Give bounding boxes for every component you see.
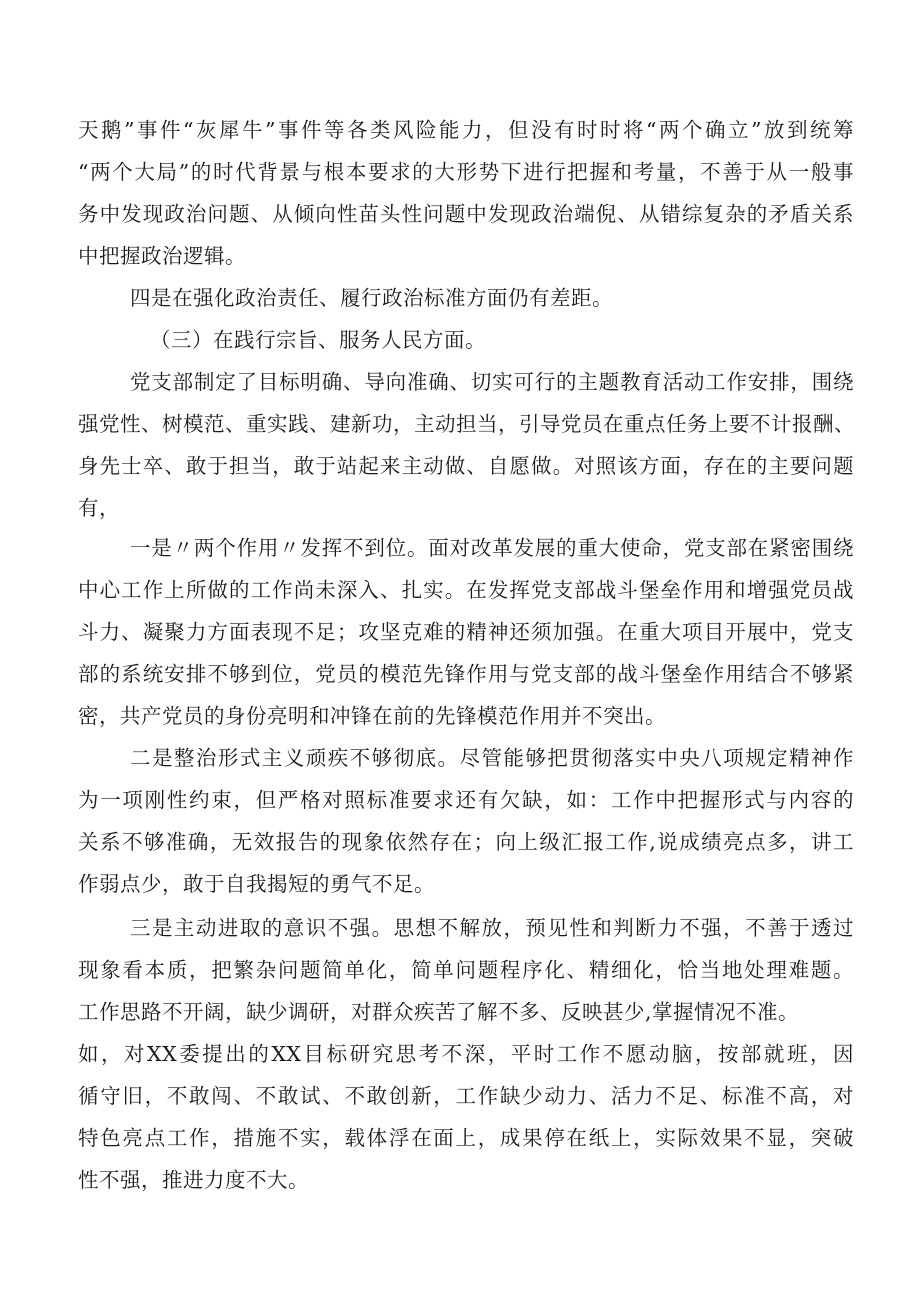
text-line: 关系不够准确，无效报告的现象依然存在；向上级汇报工作,说成绩亮点多，讲工 [78,830,854,854]
text-line: 天鹅”事件“灰犀牛”事件等各类风险能力，但没有时时将“两个确立”放到统筹 [78,118,854,142]
text-line: 性不强，推进力度不大。 [78,1168,309,1192]
text-line: 一是〃两个作用〃发挥不到位。面对改革发展的重大使命，党支部在紧密围绕 [130,536,854,560]
text-line: 三是主动进取的意识不强。思想不解放，预见性和判断力不强，不善于透过 [130,916,854,940]
text-line: 务中发现政治问题、从倾向性苗头性问题中发现政治端倪、从错综复杂的矛盾关系 [78,202,854,226]
text-line: 部的系统安排不够到位，党员的模范先锋作用与党支部的战斗堡垒作用结合不够紧 [78,662,854,686]
text-line: 身先士卒、敢于担当，敢于站起来主动做、自愿做。对照该方面，存在的主要问题 [78,454,854,478]
text-line: 党支部制定了目标明确、导向准确、切实可行的主题教育活动工作安排，围绕 [130,370,854,394]
text-line: 强党性、树模范、重实践、建新功，主动担当，引导党员在重点任务上要不计报酬、 [78,412,855,436]
text-line: 有， [78,496,120,520]
text-line: 现象看本质，把繁杂问题简单化，简单问题程序化、精细化，恰当地处理难题。 [78,958,854,982]
text-line: 为一项刚性约束，但严格对照标准要求还有欠缺，如：工作中把握形式与内容的 [78,788,854,812]
text-line: 四是在强化政治责任、履行政治标准方面仍有差距。 [130,286,613,310]
text-line: “两个大局”的时代背景与根本要求的大形势下进行把握和考量，不善于从一般事 [78,160,854,184]
text-line: 密，共产党员的身份亮明和冲锋在前的先锋模范作用并不突出。 [78,704,666,728]
text-line: 如，对XX委提出的XX目标研究思考不深，平时工作不愿动脑，按部就班，因 [78,1042,854,1066]
text-line: 作弱点少，敢于自我揭短的勇气不足。 [78,872,435,896]
text-line: 二是整治形式主义顽疾不够彻底。尽管能够把贯彻落实中央八项规定精神作 [130,746,854,770]
text-line: 工作思路不开阔，缺少调研，对群众疾苦了解不多、反映甚少,掌握情况不准。 [78,1000,800,1024]
text-line: 循守旧，不敢闯、不敢试、不敢创新，工作缺少动力、活力不足、标准不高，对 [78,1084,854,1108]
section-heading: （三）在践行宗旨、服务人民方面。 [150,328,486,352]
text-line: 中心工作上所做的工作尚未深入、扎实。在发挥党支部战斗堡垒作用和增强党员战 [78,578,854,602]
text-line: 中把握政治逻辑。 [78,244,246,268]
text-line: 特色亮点工作，措施不实，载体浮在面上，成果停在纸上，实际效果不显，突破 [78,1126,854,1150]
text-line: 斗力、凝聚力方面表现不足；攻坚克难的精神还须加强。在重大项目开展中，党支 [78,620,854,644]
